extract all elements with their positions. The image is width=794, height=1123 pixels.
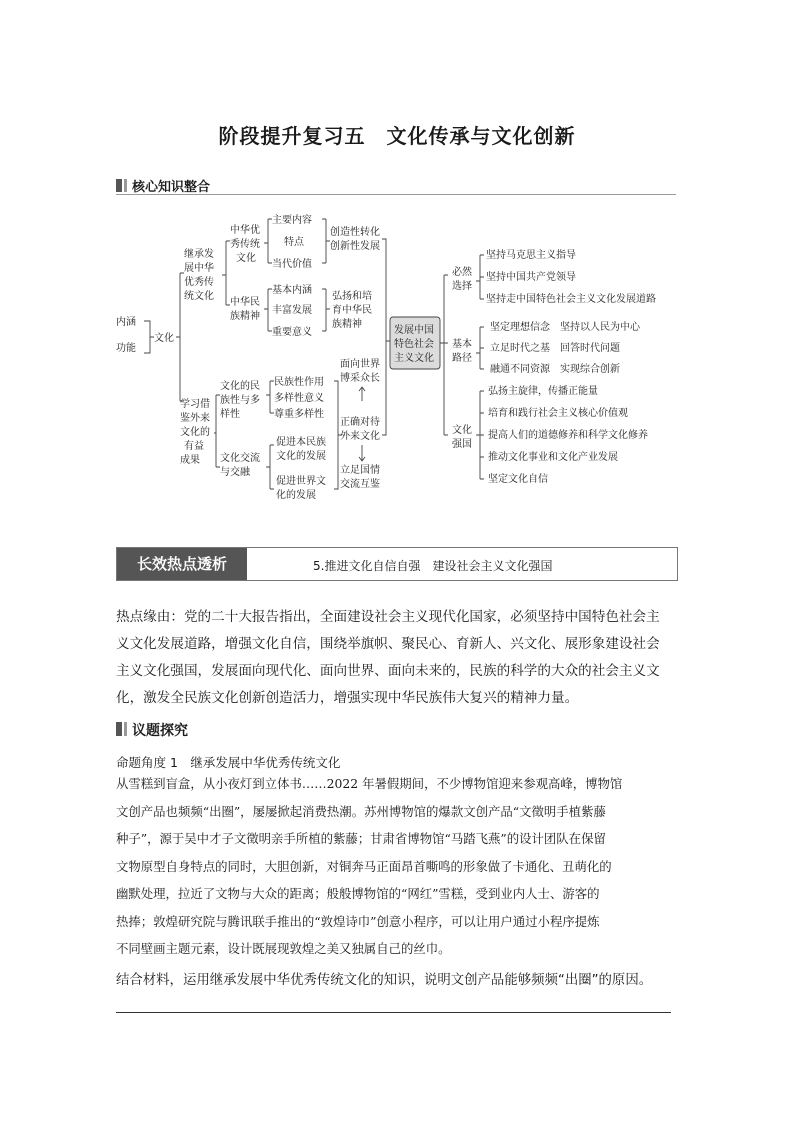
header-block-icon: [116, 722, 122, 736]
intro-line: 热点缘由：党的二十大报告指出，全面建设社会主义现代化国家，必须坚持中国特色社会主: [116, 609, 660, 625]
map-b2b-item2a: 促进世界文: [276, 476, 326, 487]
map-r3-item4: 推动文化事业和文化产业发展: [488, 452, 618, 463]
material-line: 热捧；敦煌研究院与腾讯联手推出的“敦煌诗巾”创意小程序，可以让用户通过小程序提炼: [116, 913, 600, 929]
material-line: 不同壁画主题元素，设计既展现敦煌之美又独属自己的丝巾。: [116, 941, 451, 956]
map-r2-item1: 坚定理想信念 坚持以人民为中心: [490, 322, 640, 333]
map-center-l3: 主义文化: [394, 353, 434, 364]
map-b1a-l2: 秀传统: [230, 239, 260, 250]
map-r3-item5: 坚定文化自信: [488, 474, 548, 485]
map-b2-res1b: 博采众长: [340, 373, 380, 384]
map-b1b-item2: 丰富发展: [272, 305, 312, 316]
map-root-neihan: 内涵: [116, 317, 136, 328]
map-b2a-item2: 多样性意义: [274, 393, 324, 404]
topic-inquiry-title: 议题探究: [132, 723, 188, 739]
map-center-l2: 特色社会: [394, 339, 434, 350]
map-b2b-item1a: 促进本民族: [276, 437, 326, 448]
map-b1b-res1: 弘扬和培: [332, 291, 372, 302]
map-b2b-item2b: 化的发展: [276, 490, 316, 501]
map-r1-item2: 坚持中国共产党领导: [486, 272, 576, 283]
map-b2-res1a: 面向世界: [340, 359, 380, 370]
map-b2a-l1: 文化的民: [220, 381, 260, 392]
answer-line[interactable]: [116, 1012, 671, 1013]
material-line: 从雪糕到盲盒，从小夜灯到立体书……2022 年暑假期间，不少博物馆迎来参观高峰，博物馆: [116, 776, 623, 791]
page-title: 阶段提升复习五 文化传承与文化创新: [218, 124, 576, 148]
map-r3-item3: 提高人们的道德修养和科学文化修养: [488, 430, 648, 441]
map-r1-l1: 必然: [452, 267, 472, 278]
intro-line: 义文化发展道路，增强文化自信，围绕举旗帜、聚民心、育新人、兴文化、展形象建设社会: [116, 636, 660, 652]
map-r2-l2: 路径: [452, 353, 472, 364]
map-r1-item3: 坚持走中国特色社会主义文化发展道路: [486, 294, 656, 305]
material-text: [116, 770, 678, 963]
material-line: 幽默处理，拉近了文物与大众的距离；般般博物馆的“网红”雪糕，受到业内人士、游客的: [116, 886, 600, 901]
map-center-l1: 发展中国: [394, 325, 434, 336]
map-b1a-l3: 文化: [236, 253, 256, 264]
map-b1a-item3: 当代价值: [272, 259, 312, 270]
material-line: 种子”，源于吴中才子文徵明亲手所植的紫藤；甘肃省博物馆“马踏飞燕”的设计团队在保留: [116, 831, 606, 846]
map-root-gongneng: 功能: [116, 343, 136, 354]
map-r1-l2: 选择: [452, 281, 472, 292]
proposition-angle: 命题角度 1 继承发展中华优秀传统文化: [116, 755, 341, 770]
map-b1b-l2: 族精神: [230, 311, 260, 322]
map-r2-item3: 融通不同资源 实现综合创新: [490, 364, 620, 375]
map-b2-l3: 文化的: [180, 427, 210, 438]
map-b1-l3: 优秀传: [184, 277, 214, 288]
knowledge-mindmap: [110, 205, 680, 510]
map-r1-item1: 坚持马克思主义指导: [486, 250, 576, 261]
core-knowledge-title: 核心知识整合: [132, 180, 211, 195]
map-b1a-l1: 中华优: [230, 225, 260, 236]
map-wenhua: 文化: [154, 333, 174, 344]
map-b2b-l2: 与交融: [220, 467, 250, 478]
map-b2-res3b: 交流互鉴: [340, 479, 380, 490]
core-knowledge-header: [116, 176, 676, 195]
map-b1b-item3: 重要意义: [272, 327, 312, 338]
map-r2-item2: 立足时代之基 回答时代问题: [490, 343, 620, 354]
map-b2a-item1: 民族性作用: [274, 377, 324, 388]
topic-inquiry-header: [116, 720, 676, 738]
map-r3-item1: 弘扬主旋律，传播正能量: [488, 386, 598, 397]
map-b1a-item2: 特点: [284, 237, 304, 248]
header-bar-icon: [124, 722, 127, 736]
header-bar-icon: [124, 179, 127, 192]
map-b2b-item1b: 文化的发展: [276, 451, 326, 462]
map-b2-res2b: 外来文化: [340, 431, 380, 442]
hot-topic-label: 长效热点透析: [117, 548, 247, 580]
map-b1a-res2: 创新性发展: [330, 241, 380, 252]
map-b2b-l1: 文化交流: [220, 453, 260, 464]
hot-topic-banner: [116, 547, 678, 581]
material-line: 文创产品也频频“出圈”，屡屡掀起消费热潮。苏州博物馆的爆款文创产品“文徵明手植紫藤: [116, 803, 606, 819]
map-r2-l1: 基本: [452, 339, 472, 350]
map-b2a-l2: 族性与多: [220, 395, 260, 406]
map-b1-l2: 展中华: [184, 263, 214, 274]
intro-line: 主义文化强国，发展面向现代化、面向世界、面向未来的，民族的科学的大众的社会主义文: [116, 663, 660, 679]
map-r3-l1: 文化: [452, 425, 472, 436]
map-b1b-item1: 基本内涵: [272, 285, 312, 296]
map-r3-l2: 强国: [452, 439, 472, 450]
map-b2-l4: 有益: [184, 441, 204, 452]
map-b2-l1: 学习借: [180, 399, 210, 410]
intro-line: 化，激发全民族文化创新创造活力，增强实现中华民族伟大复兴的精神力量。: [116, 690, 579, 706]
map-b1a-res1: 创造性转化: [330, 227, 380, 238]
map-b2-res2a: 正确对待: [340, 417, 380, 428]
map-b2a-item3: 尊重多样性: [274, 409, 324, 420]
map-b1b-res2: 育中华民: [332, 305, 372, 316]
material-line: 文物原型自身特点的同时，大胆创新，对铜奔马正面昂首嘶鸣的形象做了卡通化、丑萌化的: [116, 858, 612, 874]
header-block-icon: [116, 179, 122, 192]
question-text: 结合材料，运用继承发展中华优秀传统文化的知识，说明文创产品能够频频“出圈”的原因。: [116, 973, 653, 988]
map-b2-l2: 鉴外来: [180, 413, 210, 424]
map-r3-item2: 培育和践行社会主义核心价值观: [488, 408, 628, 419]
map-b1-l4: 统文化: [184, 291, 214, 302]
map-b2-l5: 成果: [180, 455, 200, 466]
map-b1b-res3: 族精神: [332, 319, 362, 330]
map-b1b-l1: 中华民: [230, 297, 260, 308]
map-b2a-l3: 样性: [220, 409, 240, 420]
map-b2-res3a: 立足国情: [340, 465, 380, 476]
map-b1-l1: 继承发: [184, 249, 214, 260]
map-b1a-item1: 主要内容: [272, 215, 312, 226]
hot-topic-title: 5.推进文化自信自强 建设社会主义文化强国: [313, 559, 553, 573]
